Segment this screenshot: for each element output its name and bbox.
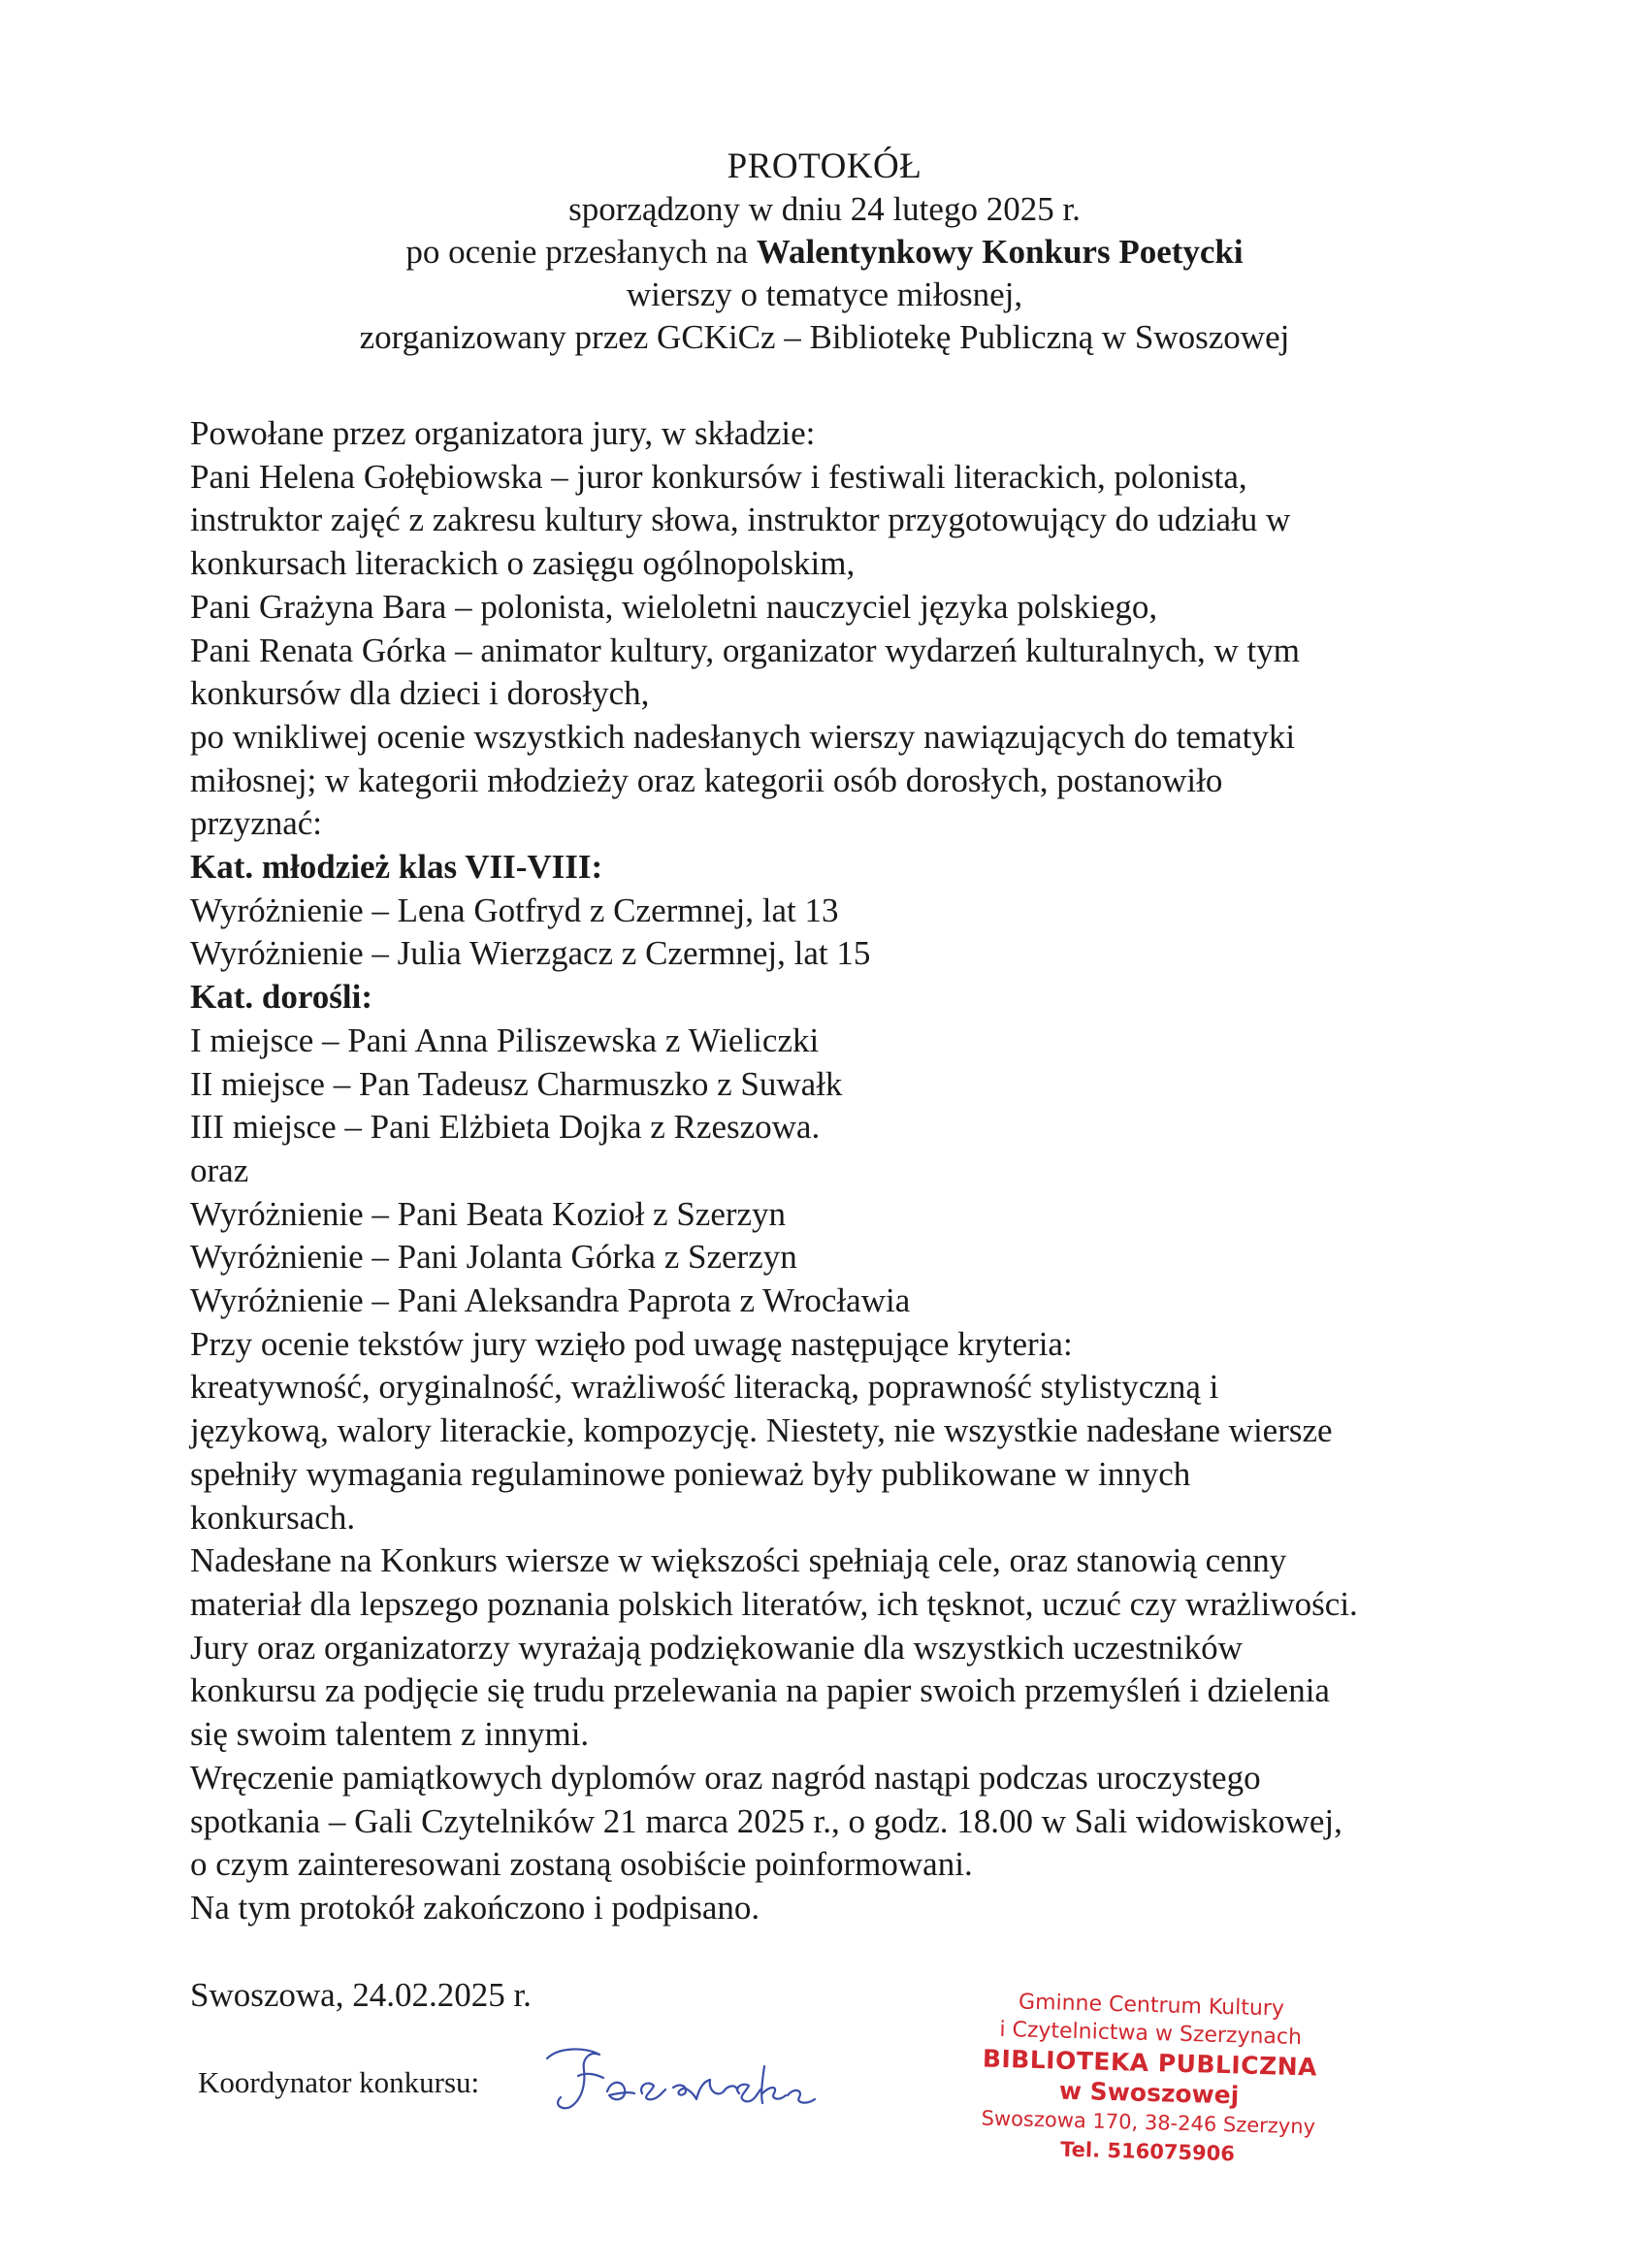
award-entry: Wyróżnienie – Julia Wierzgacz z Czermnej, lat 15 xyxy=(190,934,871,973)
category-heading-youth: Kat. młodzież klas VII-VIII: xyxy=(190,848,603,887)
body-line: spełniły wymagania regulaminowe ponieważ były publikowane w innych xyxy=(190,1454,1191,1493)
body-line: się swoim talentem z innymi. xyxy=(190,1715,590,1754)
award-entry: I miejsce – Pani Anna Piliszewska z Wieliczki xyxy=(190,1021,820,1059)
body-line: konkursów dla dzieci i dorosłych, xyxy=(190,674,650,713)
award-entry: II miejsce – Pan Tadeusz Charmuszko z Suwałk xyxy=(190,1064,843,1103)
place-date: Swoszowa, 24.02.2025 r. xyxy=(190,1976,532,2014)
body-line: po wnikliwej ocenie wszystkich nadesłanych wierszy nawiązujących do tematyki xyxy=(190,717,1296,756)
header-organizer-line: zorganizowany przez GCKiCz – Bibliotekę Publiczną w Swoszowej xyxy=(359,318,1290,356)
body-line: kreatywność, oryginalność, wrażliwość literacką, poprawność stylistyczną i xyxy=(190,1368,1219,1407)
body-line: Przy ocenie tekstów jury wzięło pod uwagę następujące kryteria: xyxy=(190,1324,1073,1363)
body-line: Powołane przez organizatora jury, w składzie: xyxy=(190,414,816,452)
library-stamp xyxy=(954,1987,1346,2171)
header-date-line: sporządzony w dniu 24 lutego 2025 r. xyxy=(568,190,1081,228)
body-line: miłosnej; w kategorii młodzieży oraz kategorii osób dorosłych, postanowiło xyxy=(190,761,1223,799)
header-contest-line xyxy=(0,231,1649,274)
contest-name: Walentynkowy Konkurs Poetycki xyxy=(756,233,1244,271)
stamp-line: Swoszowa 170, 38-246 Szerzyny xyxy=(981,2106,1316,2139)
body-line: Pani Helena Gołębiowska – juror konkursów i festiwali literackich, polonista, xyxy=(190,457,1247,496)
body-line: Na tym protokół zakończono i podpisano. xyxy=(190,1888,760,1927)
header-contest-prefix: po ocenie przesłanych na xyxy=(405,233,757,271)
body-line: konkursach literackich o zasięgu ogólnopolskim, xyxy=(190,544,856,583)
body-line: konkursu za podjęcie się trudu przelewania na papier swoich przemyśleń i dzielenia xyxy=(190,1671,1330,1710)
body-line: Nadesłane na Konkurs wiersze w większości spełniają cele, oraz stanowią cenny xyxy=(190,1541,1287,1580)
header-topic-line: wierszy o tematyce miłosnej, xyxy=(626,275,1023,313)
award-entry: Wyróżnienie – Lena Gotfryd z Czermnej, lat 13 xyxy=(190,891,839,929)
stamp-line: BIBLIOTEKA PUBLICZNA xyxy=(982,2044,1318,2082)
body-line: konkursach. xyxy=(190,1498,356,1537)
body-line: językową, walory literackie, kompozycję. Niestety, nie wszystkie nadesłane wiersze xyxy=(190,1411,1333,1450)
handwritten-signature xyxy=(539,2037,821,2124)
stamp-line: w Swoszowej xyxy=(1058,2076,1240,2110)
award-entry: Wyróżnienie – Pani Aleksandra Paprota z Wrocławia xyxy=(190,1281,911,1320)
document-header xyxy=(0,146,1649,359)
body-line: spotkania – Gali Czytelników 21 marca 2025 r., o godz. 18.00 w Sali widowiskowej, xyxy=(190,1801,1342,1840)
body-line: Wręczenie pamiątkowych dyplomów oraz nagród nastąpi podczas uroczystego xyxy=(190,1758,1261,1797)
stamp-line: Gminne Centrum Kultury xyxy=(1018,1990,1285,2022)
body-line: instruktor zajęć z zakresu kultury słowa, instruktor przygotowujący do udziału w xyxy=(190,501,1291,539)
body-line: Pani Grażyna Bara – polonista, wieloletni nauczyciel języka polskiego, xyxy=(190,587,1158,626)
protocol-body xyxy=(190,412,1548,1930)
body-line: przyznać: xyxy=(190,804,323,843)
body-line: Pani Renata Górka – animator kultury, organizator wydarzeń kulturalnych, w tym xyxy=(190,631,1300,669)
body-line: materiał dla lepszego poznania polskich literatów, ich tęsknot, uczuć czy wrażliwości. xyxy=(190,1584,1358,1623)
award-entry: III miejsce – Pani Elżbieta Dojka z Rzeszowa. xyxy=(190,1108,821,1147)
body-line: Jury oraz organizatorzy wyrażają podziękowanie dla wszystkich uczestników xyxy=(190,1628,1243,1667)
body-line: o czym zainteresowani zostaną osobiście poinformowani. xyxy=(190,1845,973,1884)
body-line: oraz xyxy=(190,1150,249,1189)
stamp-line: Tel. 516075906 xyxy=(1059,2137,1236,2166)
stamp-line: i Czytelnictwa w Szerzynach xyxy=(999,2017,1303,2051)
award-entry: Wyróżnienie – Pani Jolanta Górka z Szerzyn xyxy=(190,1238,797,1277)
coordinator-label: Koordynator konkursu: xyxy=(198,2065,480,2099)
document-title: PROTOKÓŁ xyxy=(727,146,922,186)
award-entry: Wyróżnienie – Pani Beata Kozioł z Szerzyn xyxy=(190,1194,787,1233)
category-heading-adults: Kat. dorośli: xyxy=(190,978,372,1017)
